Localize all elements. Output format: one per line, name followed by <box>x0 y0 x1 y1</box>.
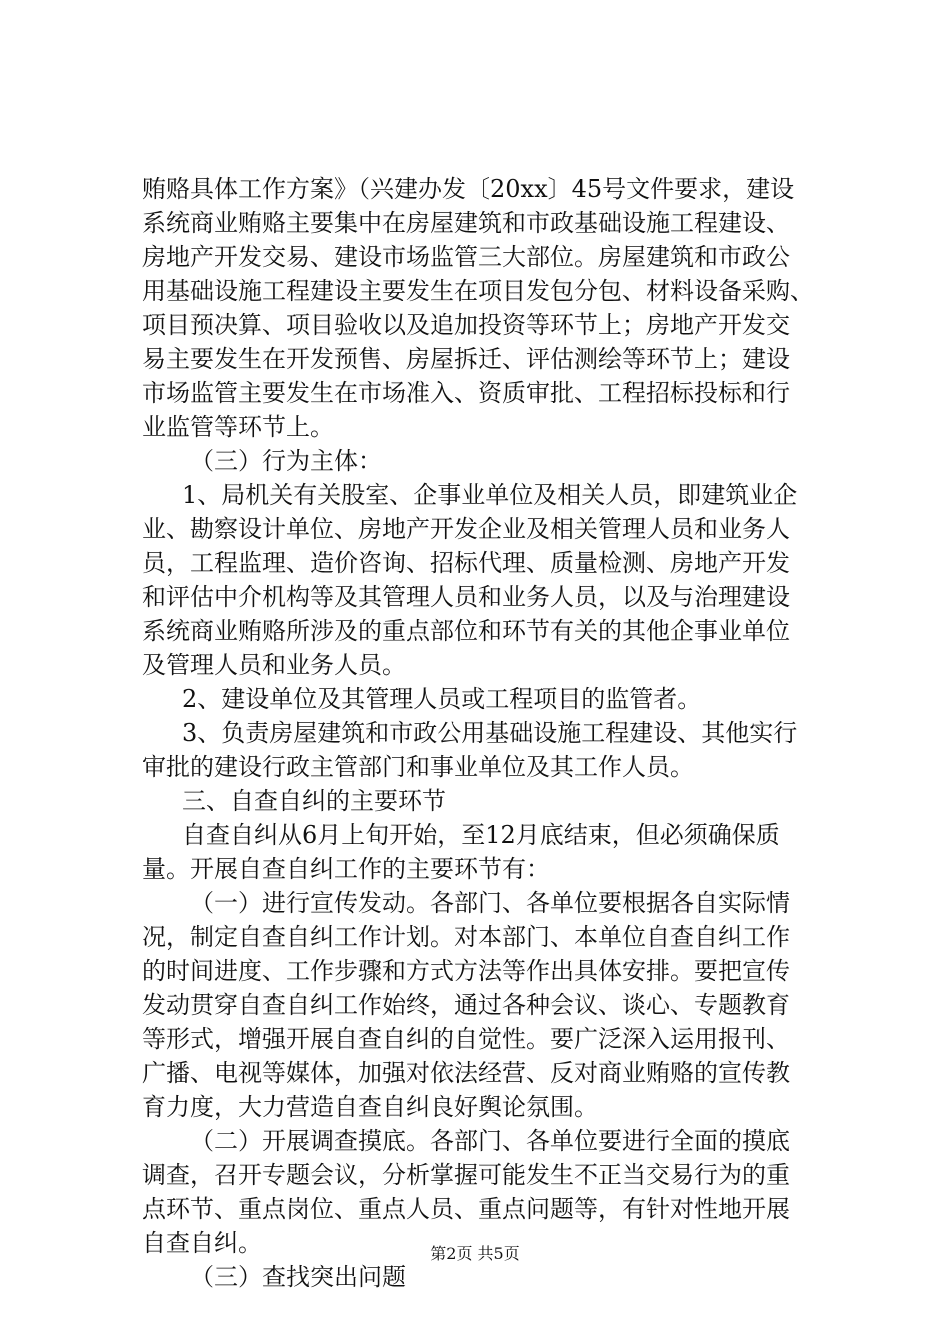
text-line: （三）查找突出问题 <box>190 1263 406 1291</box>
text-line: 员，工程监理、造价咨询、招标代理、质量检测、房地产开发 <box>142 549 790 577</box>
text-line: 广播、电视等媒体，加强对依法经营、反对商业贿赂的宣传教 <box>142 1059 790 1087</box>
text-line: 及管理人员和业务人员。 <box>142 651 406 679</box>
document-body <box>142 172 836 1294</box>
text-line: （三）行为主体： <box>190 447 382 475</box>
text-line: 调查，召开专题会议，分析掌握可能发生不正当交易行为的重 <box>142 1161 790 1189</box>
text-line: 3、负责房屋建筑和市政公用基础设施工程建设、其他实行 <box>182 719 798 747</box>
text-line: 2、建设单位及其管理人员或工程项目的监管者。 <box>182 685 702 713</box>
text-line: 和评估中介机构等及其管理人员和业务人员，以及与治理建设 <box>142 583 790 611</box>
text-line: 等形式，增强开展自查自纠的自觉性。要广泛深入运用报刊、 <box>142 1025 790 1053</box>
text-line: 育力度，大力营造自查自纠良好舆论氛围。 <box>142 1093 598 1121</box>
text-line: 量。开展自查自纠工作的主要环节有： <box>142 855 550 883</box>
page-footer: 第2页 共5页 <box>430 1244 520 1263</box>
text-line: 业、勘察设计单位、房地产开发企业及相关管理人员和业务人 <box>142 515 790 543</box>
text-line: 业监管等环节上。 <box>142 413 334 441</box>
text-line: 三、自查自纠的主要环节 <box>182 787 446 815</box>
text-line: 系统商业贿赂所涉及的重点部位和环节有关的其他企事业单位 <box>142 617 790 645</box>
text-line: 市场监管主要发生在市场准入、资质审批、工程招标投标和行 <box>142 379 790 407</box>
text-line: 易主要发生在开发预售、房屋拆迁、评估测绘等环节上；建设 <box>142 345 790 373</box>
text-line: 发动贯穿自查自纠工作始终，通过各种会议、谈心、专题教育 <box>142 991 790 1019</box>
text-line: 自查自纠。 <box>142 1229 262 1257</box>
text-line: 审批的建设行政主管部门和事业单位及其工作人员。 <box>142 753 694 781</box>
text-line: 的时间进度、工作步骤和方式方法等作出具体安排。要把宣传 <box>142 957 790 985</box>
text-line: 系统商业贿赂主要集中在房屋建筑和市政基础设施工程建设、 <box>142 209 790 237</box>
text-line: 1、局机关有关股室、企事业单位及相关人员，即建筑业企 <box>182 481 798 509</box>
text-line: 况，制定自查自纠工作计划。对本部门、本单位自查自纠工作 <box>142 923 790 951</box>
text-line: （一）进行宣传发动。各部门、各单位要根据各自实际情 <box>190 889 790 917</box>
text-line: 点环节、重点岗位、重点人员、重点问题等，有针对性地开展 <box>142 1195 790 1223</box>
text-line: 贿赂具体工作方案》（兴建办发〔20xx〕45号文件要求，建设 <box>142 175 795 203</box>
text-line: 用基础设施工程建设主要发生在项目发包分包、材料设备采购、 <box>142 277 814 305</box>
text-line: 自查自纠从6月上旬开始，至12月底结束，但必须确保质 <box>182 821 780 849</box>
text-line: 项目预决算、项目验收以及追加投资等环节上；房地产开发交 <box>142 311 790 339</box>
text-line: 房地产开发交易、建设市场监管三大部位。房屋建筑和市政公 <box>142 243 790 271</box>
text-line: （二）开展调查摸底。各部门、各单位要进行全面的摸底 <box>190 1127 790 1155</box>
